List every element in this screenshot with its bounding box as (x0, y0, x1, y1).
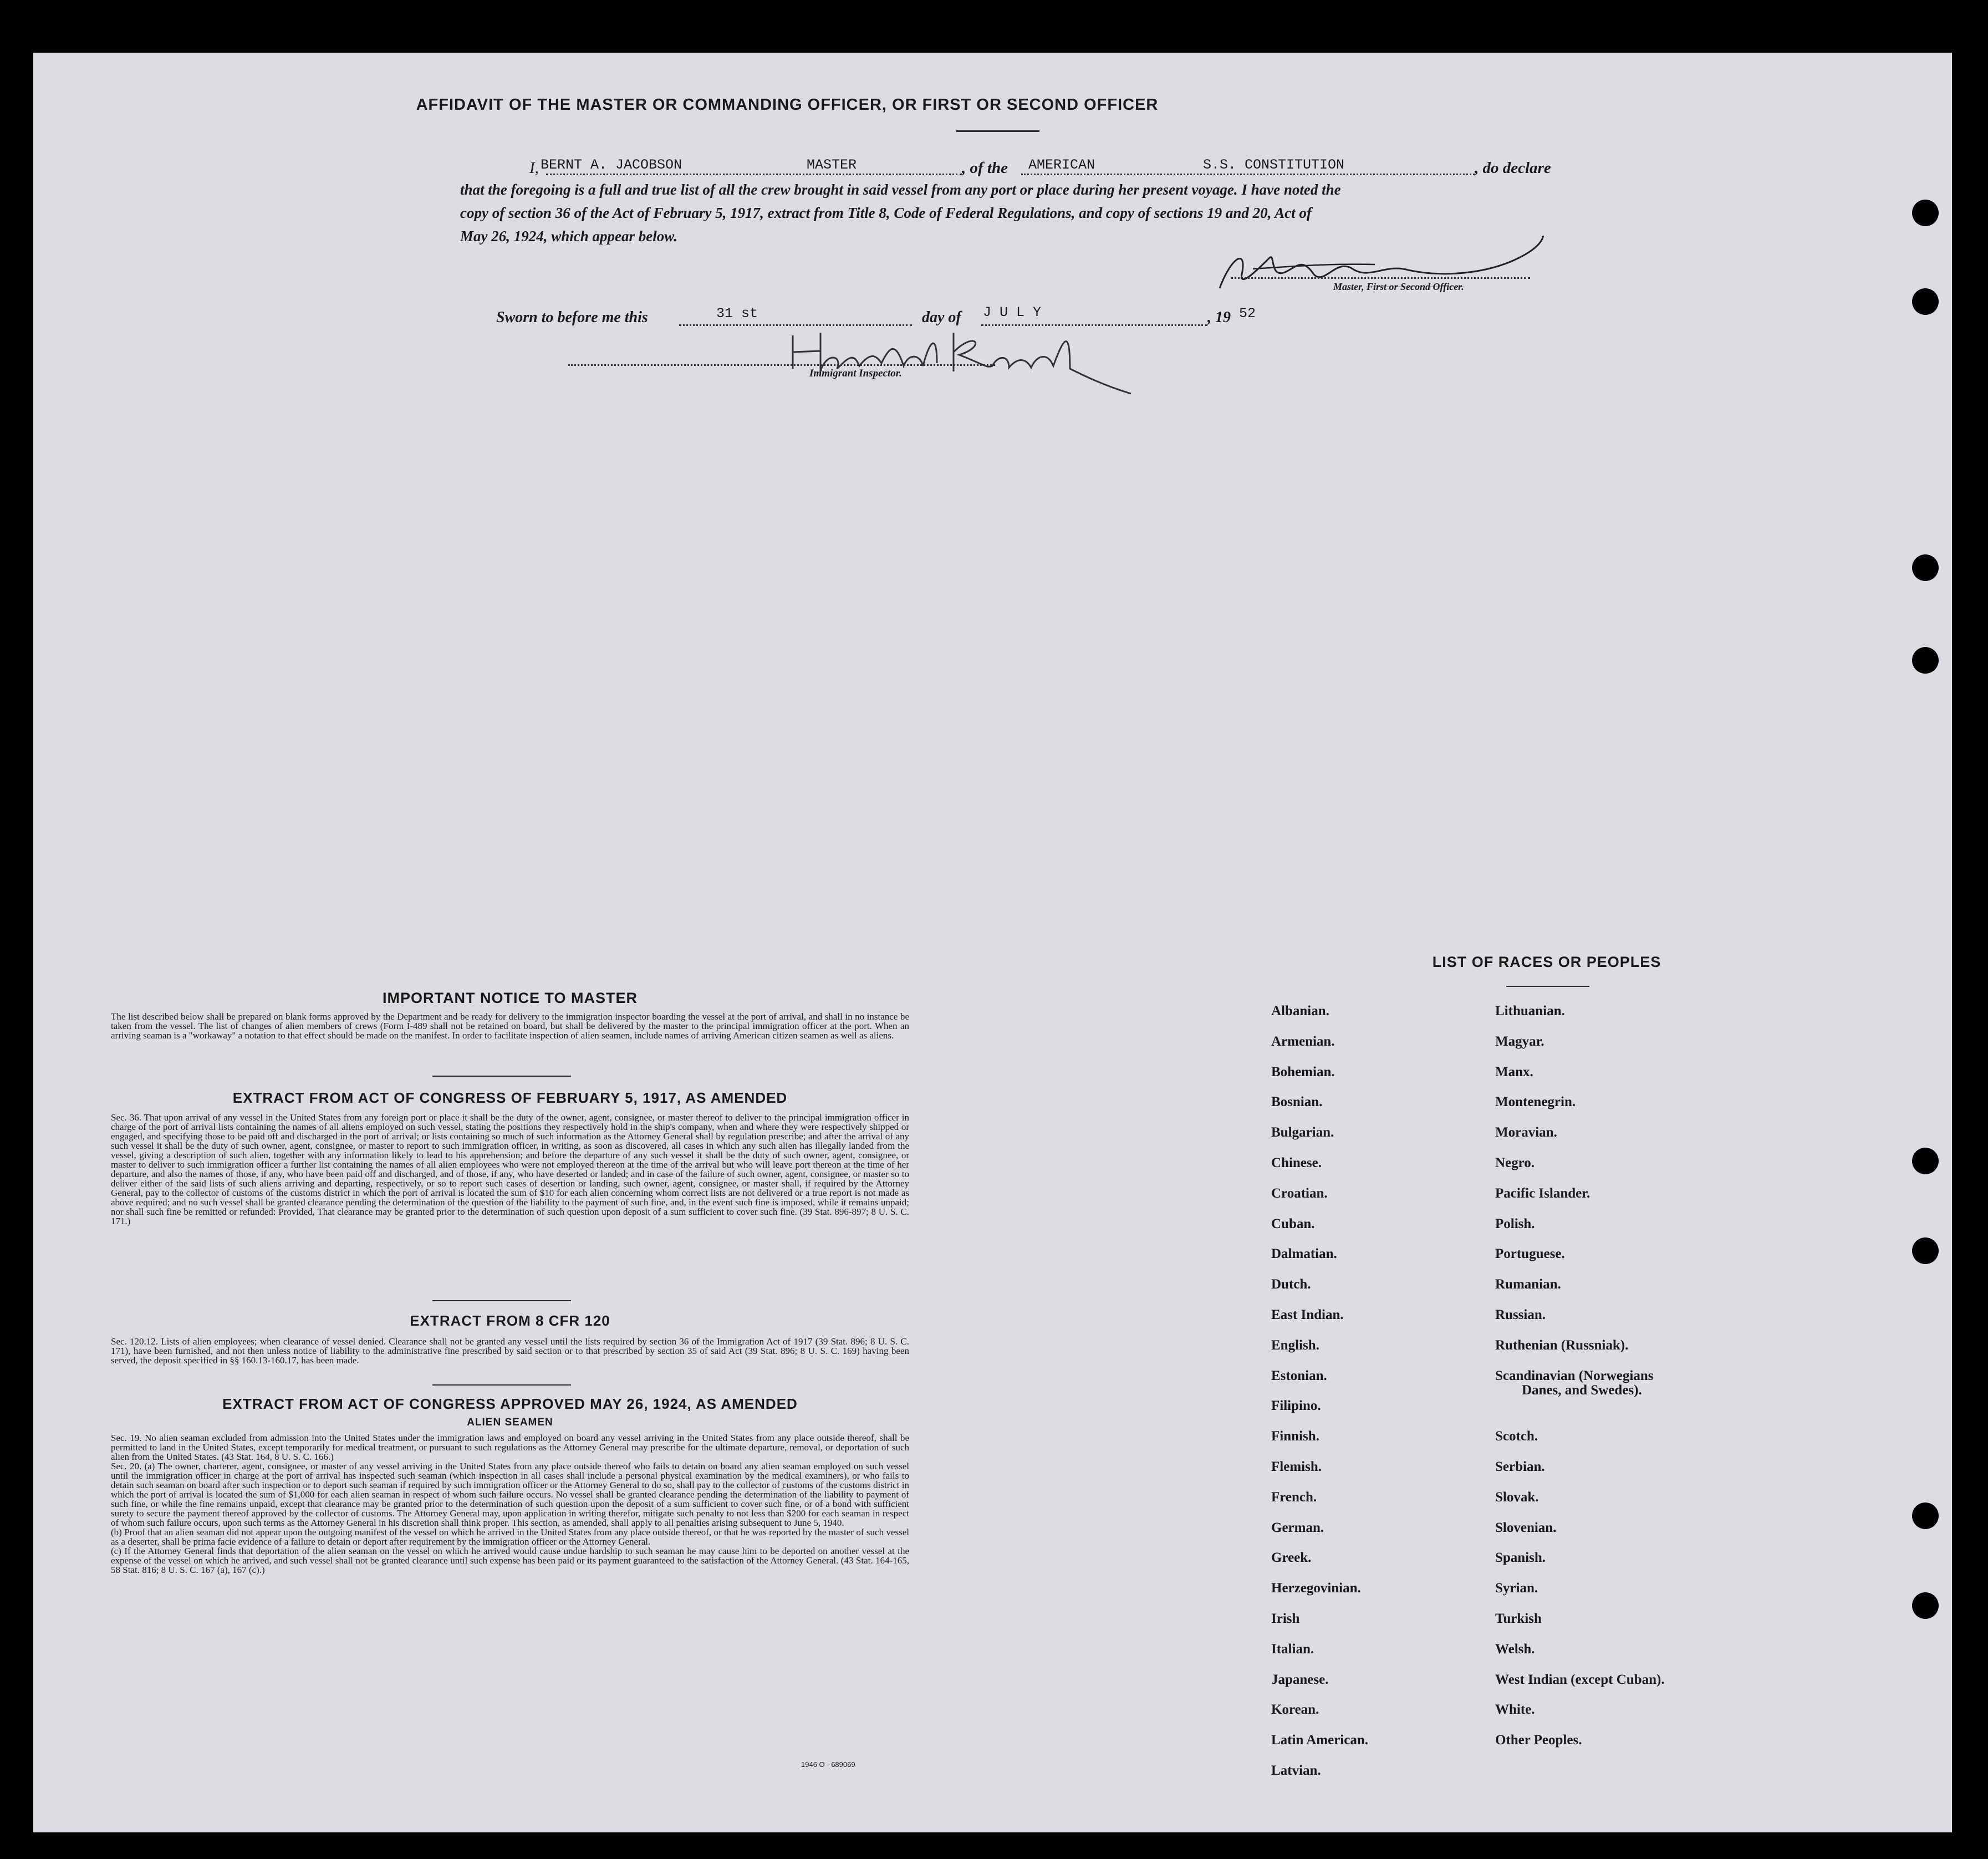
race-item: Finnish. (1271, 1429, 1319, 1444)
races-title: LIST OF RACES OR PEOPLES (1432, 954, 1661, 970)
binder-hole (1912, 200, 1939, 226)
race-item: Negro. (1495, 1155, 1535, 1170)
binder-hole (1912, 1592, 1939, 1619)
affidavit-body-line-1: that the foregoing is a full and true list of all the crew brought in said vessel from any port or place during her present voyage. I have noted the (460, 181, 1341, 198)
extract-cfr-text: Sec. 120.12. Lists of alien employees; when clearance of vessel denied. Clearance shall not be granted any vessel until the lists required by section 36 of the Immigration Act of 1917 (39 Stat. 896; 8 U. S. C. 171), have been furnished, and not then unless notice of liability to the administrative fine prescribed by said section or to that prescribed by section 35 of said Act (39 Stat. 896; 8 U. S. C. 169) having been served, the deposit specified in §§ 160.13-160.17, has been made. (111, 1336, 909, 1366)
race-item: Chinese. (1271, 1155, 1322, 1170)
race-item: Serbian. (1495, 1459, 1545, 1474)
sec-19-paragraph: Sec. 19. No alien seaman excluded from admission into the United States under the immigration laws and employed on board any vessel arriving in the United States from any place outside thereof, shall be permitted to land in the United States, except temporarily for medical treatment, or pursuant to such regulations as the Attorney General may prescribe for the ultimate departure, removal, or deportation of such alien from the United States. (43 Stat. 164, 8 U. S. C. 166.) (111, 1433, 909, 1462)
race-item: Irish (1271, 1611, 1300, 1626)
race-item: Greek. (1271, 1550, 1312, 1566)
sworn-label: Sworn to before me this (496, 309, 648, 326)
race-item: Rumanian. (1495, 1277, 1561, 1292)
race-item: West Indian (except Cuban). (1495, 1672, 1665, 1687)
race-item: Korean. (1271, 1702, 1319, 1718)
race-item: Armenian. (1271, 1033, 1335, 1049)
race-item: English. (1271, 1337, 1319, 1353)
binder-hole (1912, 1237, 1939, 1264)
extract-cfr-title: EXTRACT FROM 8 CFR 120 (410, 1312, 610, 1329)
sec-20c-paragraph: (c) If the Attorney General finds that deportation of the alien seaman on the vessel on which he arrived would cause undue hardship to such seaman he may cause him to be deported on another vessel at the expense of the vessel on which he arrived, and such vessel shall not be granted clearance until such expense has been paid or its payment guaranteed to the satisfaction of the Attorney General. (43 Stat. 164-165, 58 Stat. 816; 8 U. S. C. 167 (a), 167 (c).) (111, 1546, 909, 1575)
sworn-day: 31 st (716, 305, 758, 322)
inspector-line (568, 359, 995, 366)
signature-caption-struck: First or Second Officer. (1367, 281, 1464, 292)
document-sheet (33, 53, 1952, 1832)
race-item: Polish. (1495, 1216, 1535, 1231)
race-item: Croatian. (1271, 1185, 1328, 1201)
divider-3 (432, 1384, 571, 1386)
race-item: Spanish. (1495, 1550, 1546, 1566)
race-item: East Indian. (1271, 1307, 1344, 1322)
sec-20a-paragraph: Sec. 20. (a) The owner, charterer, agent, consignee, or master of any vessel arriving in the United States from any place outside thereof who fails to detain on board any alien seaman employed on such vessel until the immigration officer in charge at the port of arrival has inspected such seaman (which inspection in all cases shall include a personal physical examination by the medical examiners), or who fails to detain such seaman on board after such inspection or to deport such seaman if required by such immigration officer or the Attorney General to do so, shall pay to the collector of customs of the customs district in which the port of arrival is located the sum of $1,000 for each alien seaman in respect of whom such failure occurs. No vessel shall be granted clearance pending the determination of the liability to payment of such fine, or while the fine remains unpaid, except that clearance may be granted prior to the determination of such question upon the deposit of a sum sufficient to cover such fine, or of a bond with sufficient surety to secure the payment thereof approved by the collector of customs. The Attorney General may, upon application in writing therefor, mitigate such penalty to not less than $200 for each seaman in respect of whom such failure occurs, upon such terms as the Attorney General in his discretion shall think proper. This section, as amended, shall apply to all penalties arising subsequent to June 5, 1940. (111, 1461, 909, 1528)
day-field-line (679, 309, 912, 326)
extract-1924-body (111, 1433, 909, 1575)
master-rank: MASTER (807, 157, 857, 173)
of-the-label: , of the (962, 159, 1008, 177)
signature-caption-master: Master, (1333, 281, 1364, 292)
races-title-rule (1506, 986, 1589, 987)
race-item: Portuguese. (1495, 1246, 1565, 1262)
notice-text: The list described below shall be prepared on blank forms approved by the Department and be ready for delivery to the immigration inspector boarding the vessel at the port of arrival, and shall in no instance be taken from the vessel. The list of changes of alien members of crews (Form I-489 shall not be retained on board, but shall be delivered by the master to the principal immigration officer at the port. When an arriving seaman is a "workaway" a notation to that effect should be made on the manifest. In order to facilitate inspection of alien seamen, include names of arriving American citizen seamen as well as aliens. (111, 1011, 909, 1041)
extract-1924-title: EXTRACT FROM ACT OF CONGRESS APPROVED MAY 26, 1924, AS AMENDED (222, 1395, 798, 1412)
race-item: Bulgarian. (1271, 1125, 1334, 1140)
race-item: White. (1495, 1702, 1535, 1718)
divider-2 (432, 1300, 571, 1301)
race-item: Slovenian. (1495, 1520, 1557, 1535)
binder-hole (1912, 288, 1939, 315)
affidavit-title: AFFIDAVIT OF THE MASTER OR COMMANDING OFFICER, OR FIRST OR SECOND OFFICER (416, 96, 1159, 114)
race-item: Japanese. (1271, 1672, 1329, 1687)
master-name: BERNT A. JACOBSON (541, 157, 682, 173)
race-item: Scandinavian (Norwegians (1495, 1368, 1654, 1383)
signature-caption (1333, 281, 1464, 293)
affidavit-body-line-2: copy of section 36 of the Act of February 5, 1917, extract from Title 8, Code of Federal Regulations, and copy of sections 19 and 20, Act of (460, 205, 1312, 221)
race-item: Latvian. (1271, 1763, 1321, 1778)
binder-hole (1912, 554, 1939, 581)
year-prefix: , 19 (1207, 309, 1231, 326)
race-item: Ruthenian (Russniak). (1495, 1337, 1629, 1353)
race-item: German. (1271, 1520, 1324, 1535)
race-item: Other Peoples. (1495, 1733, 1582, 1748)
race-item: Filipino. (1271, 1398, 1321, 1414)
sworn-year-suffix: 52 (1239, 305, 1256, 322)
race-item: Lithuanian. (1495, 1004, 1565, 1018)
race-item: Turkish (1495, 1611, 1542, 1626)
race-item: Estonian. (1271, 1368, 1327, 1383)
do-declare-label: , do declare (1475, 159, 1551, 177)
extract-1917-title: EXTRACT FROM ACT OF CONGRESS OF FEBRUARY 5, 1917, AS AMENDED (232, 1089, 788, 1106)
affidavit-body-line-3: May 26, 1924, which appear below. (460, 228, 678, 245)
binder-hole (1912, 1148, 1939, 1174)
race-item: Slovak. (1495, 1489, 1539, 1505)
race-item: Bohemian. (1271, 1064, 1335, 1079)
race-item: Manx. (1495, 1064, 1533, 1079)
race-item-continuation: Danes, and Swedes). (1522, 1382, 1642, 1398)
title-rule (956, 130, 1039, 132)
vessel-nationality: AMERICAN (1028, 157, 1095, 173)
signature-line (1231, 272, 1530, 279)
race-item: Moravian. (1495, 1125, 1557, 1140)
race-item: Dalmatian. (1271, 1246, 1337, 1262)
binder-hole (1912, 647, 1939, 674)
sec-20b-paragraph: (b) Proof that an alien seaman did not appear upon the outgoing manifest of the vessel on which he arrived in the United States from any place outside thereof, or that he was reported by the master of such vessel as a deserter, shall be prima facie evidence of a failure to detain or deport after requirement by the immigration officer or the Attorney General. (111, 1527, 909, 1547)
race-item: Latin American. (1271, 1733, 1368, 1748)
race-item: French. (1271, 1489, 1317, 1505)
binder-hole (1912, 1503, 1939, 1529)
race-item: Dutch. (1271, 1277, 1311, 1292)
sworn-month: J U L Y (983, 304, 1042, 320)
print-code: 1946 O - 689069 (801, 1760, 855, 1769)
inspector-caption: Immigrant Inspector. (809, 368, 902, 379)
race-item: Herzegovinian. (1271, 1581, 1361, 1596)
race-item: Russian. (1495, 1307, 1546, 1322)
race-item: Flemish. (1271, 1459, 1322, 1474)
extract-1917-text: Sec. 36. That upon arrival of any vessel in the United States from any foreign port or place it shall be the duty of the owner, agent, consignee, or master thereof to deliver to the principal immigration officer in charge of the port of arrival lists containing the names of all aliens employed on such vessel, stating the positions they respectively hold in the ship's company, when and where they were respectively shipped or engaged, and specifying those to be paid off and discharged in the port of arrival; or lists containing so much of such information as the Attorney General shall by regulation prescribe; and after the arrival of any such vessel it shall be the duty of such owner, agent, consignee, or master to report to such immigration officer, in writing, as soon as discovered, all cases in which any such alien has illegally landed from the vessel, giving a description of such alien, together with any information likely to lead to his apprehension; and before the departure of any such vessel it shall be the duty of such owner, agent, consignee, or master to deliver to such immigration officer a further list containing the names of all alien employees who were not employed thereon at the time of the arrival but who will leave port thereon at the time of her departure, and also the names of those, if any, who have been paid off and discharged, and of those, if any, who have deserted or landed; and in case of the failure of such owner, agent, consignee, or master so to deliver either of the said lists of such aliens arriving and departing, respectively, or so to report such cases of desertion or landing, such owner, agent, consignee, or master shall, if required by the Attorney General, pay to the collector of customs of the customs district in which the port of arrival is located the sum of $10 for each alien concerning whom correct lists are not delivered or a true report is not made as above required; and no such vessel shall be granted clearance pending the determination of the question of the liability to the payment of such fine, and, in the event such fine is imposed, while it remains unpaid; nor shall such fine be remitted or refunded: Provided, That clearance may be granted prior to the determination of such question upon deposit of a sum sufficient to cover such fine. (39 Stat. 896-897; 8 U. S. C. 171.) (111, 1112, 909, 1226)
race-item: Bosnian. (1271, 1094, 1323, 1110)
alien-seamen-subtitle: ALIEN SEAMEN (467, 1417, 553, 1428)
race-item: Magyar. (1495, 1033, 1544, 1049)
race-item: Italian. (1271, 1641, 1314, 1657)
race-item: Welsh. (1495, 1641, 1535, 1657)
race-item: Cuban. (1271, 1216, 1315, 1231)
race-item: Syrian. (1495, 1581, 1538, 1596)
race-item: Pacific Islander. (1495, 1185, 1591, 1201)
notice-title: IMPORTANT NOTICE TO MASTER (383, 990, 638, 1006)
race-item: Albanian. (1271, 1004, 1329, 1018)
race-item: Montenegrin. (1495, 1094, 1576, 1110)
day-of-label: day of (922, 309, 961, 326)
divider-1 (432, 1076, 571, 1077)
race-item: Scotch. (1495, 1429, 1538, 1444)
vessel-name: S.S. CONSTITUTION (1203, 157, 1345, 173)
affidavit-i: I, (529, 159, 539, 177)
